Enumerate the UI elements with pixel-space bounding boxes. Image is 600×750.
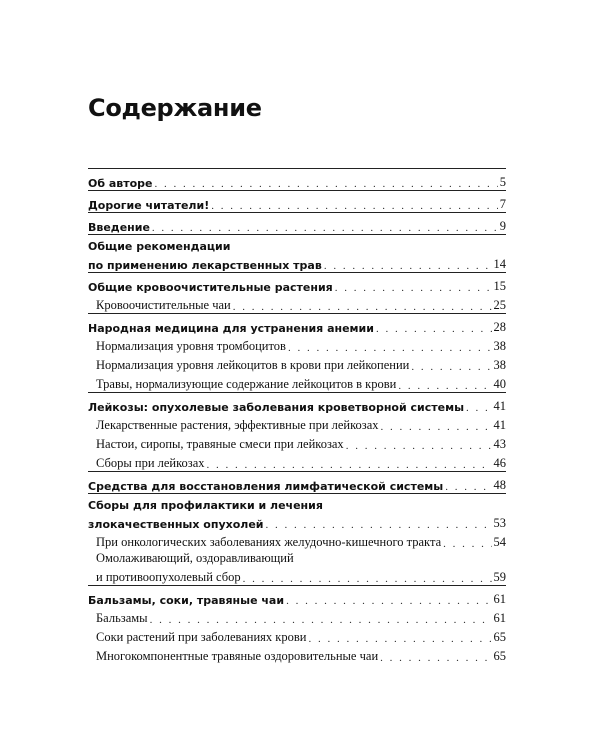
section-title: Общие рекомендации xyxy=(88,240,231,253)
dot-leader xyxy=(266,519,492,531)
toc-section xyxy=(88,493,506,585)
dot-leader xyxy=(445,481,491,493)
dot-leader xyxy=(376,323,492,335)
toc-entry-line[interactable] xyxy=(88,414,506,433)
toc-section-line[interactable] xyxy=(88,215,506,234)
page-number: 9 xyxy=(499,219,506,233)
section-title: Сборы для профилактики и лечения xyxy=(88,499,323,512)
entry-title: Настои, сиропы, травяные смеси при лейкозах xyxy=(96,437,344,451)
toc-section xyxy=(88,168,506,190)
toc-section-line[interactable] xyxy=(88,171,506,190)
dot-leader xyxy=(324,260,492,272)
page-number: 65 xyxy=(493,630,506,644)
toc-section-line[interactable] xyxy=(88,237,506,253)
dot-leader xyxy=(466,402,491,414)
dot-leader xyxy=(288,342,492,354)
table-of-contents xyxy=(88,168,506,664)
toc-section xyxy=(88,272,506,313)
toc-entry-line[interactable] xyxy=(88,373,506,392)
entry-title: Омолаживающий, оздоравливающий xyxy=(96,551,294,565)
dot-leader xyxy=(411,361,491,373)
toc-section xyxy=(88,212,506,234)
toc-entry-line[interactable] xyxy=(88,566,506,585)
toc-entry-line[interactable] xyxy=(88,550,506,566)
page-number: 38 xyxy=(493,339,506,353)
dot-leader xyxy=(308,633,491,645)
toc-section-line[interactable] xyxy=(88,512,506,531)
section-title: Дорогие читатели! xyxy=(88,199,210,212)
page-number: 7 xyxy=(499,197,506,211)
page-number: 41 xyxy=(493,399,506,413)
toc-section xyxy=(88,234,506,272)
page-number: 53 xyxy=(493,516,506,530)
toc-section xyxy=(88,392,506,471)
dot-leader xyxy=(443,538,491,550)
entry-title: Бальзамы xyxy=(96,611,148,625)
section-title: злокачественных опухолей xyxy=(88,518,264,531)
entry-title: Нормализация уровня лейкоцитов в крови при лейкопении xyxy=(96,358,410,372)
dot-leader xyxy=(335,282,492,294)
toc-entry-line[interactable] xyxy=(88,531,506,550)
page-number: 61 xyxy=(493,592,506,606)
toc-entry-line[interactable] xyxy=(88,294,506,313)
page-number: 40 xyxy=(493,377,506,391)
page-number: 25 xyxy=(493,298,506,312)
section-title: Лейкозы: опухолевые заболевания кроветворной системы xyxy=(88,401,465,414)
dot-leader xyxy=(233,301,492,313)
entry-title: Лекарственные растения, эффективные при лейкозах xyxy=(96,418,379,432)
page-number: 46 xyxy=(493,456,506,470)
dot-leader xyxy=(211,200,498,212)
entry-title: Кровоочистительные чаи xyxy=(96,298,231,312)
toc-section-line[interactable] xyxy=(88,474,506,493)
toc-entry-line[interactable] xyxy=(88,335,506,354)
toc-section-line[interactable] xyxy=(88,588,506,607)
toc-section-line[interactable] xyxy=(88,275,506,294)
section-title: Средства для восстановления лимфатической системы xyxy=(88,480,444,493)
toc-section xyxy=(88,190,506,212)
entry-title: Травы, нормализующие содержание лейкоцитов в крови xyxy=(96,377,397,391)
toc-entry-line[interactable] xyxy=(88,607,506,626)
page-number: 59 xyxy=(493,570,506,584)
toc-entry-line[interactable] xyxy=(88,452,506,471)
dot-leader xyxy=(398,380,491,392)
toc-section-line[interactable] xyxy=(88,496,506,512)
page-number: 14 xyxy=(493,257,506,271)
toc-section xyxy=(88,471,506,493)
toc-entry-line[interactable] xyxy=(88,354,506,373)
toc-section-line[interactable] xyxy=(88,395,506,414)
page-number: 38 xyxy=(493,358,506,372)
toc-entry-line[interactable] xyxy=(88,645,506,664)
page-number: 43 xyxy=(493,437,506,451)
dot-leader xyxy=(152,222,498,234)
dot-leader xyxy=(207,459,492,471)
dot-leader xyxy=(243,573,492,585)
section-title: по применению лекарственных трав xyxy=(88,259,322,272)
dot-leader xyxy=(155,178,498,190)
page-number: 28 xyxy=(493,320,506,334)
toc-section-line[interactable] xyxy=(88,253,506,272)
entry-title: и противоопухолевый сбор xyxy=(96,570,241,584)
toc-section-line[interactable] xyxy=(88,193,506,212)
entry-title: Сборы при лейкозах xyxy=(96,456,205,470)
page-number: 15 xyxy=(493,279,506,293)
toc-section xyxy=(88,313,506,392)
page-number: 61 xyxy=(493,611,506,625)
page-number: 41 xyxy=(493,418,506,432)
section-title: Об авторе xyxy=(88,177,153,190)
page-number: 5 xyxy=(499,175,506,189)
toc-entry-line[interactable] xyxy=(88,433,506,452)
dot-leader xyxy=(380,652,491,664)
entry-title: Многокомпонентные травяные оздоровительные чаи xyxy=(96,649,379,663)
toc-section xyxy=(88,585,506,664)
toc-entry-line[interactable] xyxy=(88,626,506,645)
section-title: Народная медицина для устранения анемии xyxy=(88,322,374,335)
page-number: 65 xyxy=(493,649,506,663)
section-title: Общие кровоочистительные растения xyxy=(88,281,333,294)
section-title: Бальзамы, соки, травяные чаи xyxy=(88,594,285,607)
page-number: 54 xyxy=(493,535,506,549)
entry-title: При онкологических заболеваниях желудочно-кишечного тракта xyxy=(96,535,442,549)
page-number: 48 xyxy=(493,478,506,492)
dot-leader xyxy=(286,595,491,607)
entry-title: Соки растений при заболеваниях крови xyxy=(96,630,307,644)
dot-leader xyxy=(346,440,492,452)
entry-title: Нормализация уровня тромбоцитов xyxy=(96,339,286,353)
dot-leader xyxy=(150,614,492,626)
dot-leader xyxy=(381,421,492,433)
section-title: Введение xyxy=(88,221,150,234)
page-title: Содержание xyxy=(88,94,262,122)
toc-section-line[interactable] xyxy=(88,316,506,335)
